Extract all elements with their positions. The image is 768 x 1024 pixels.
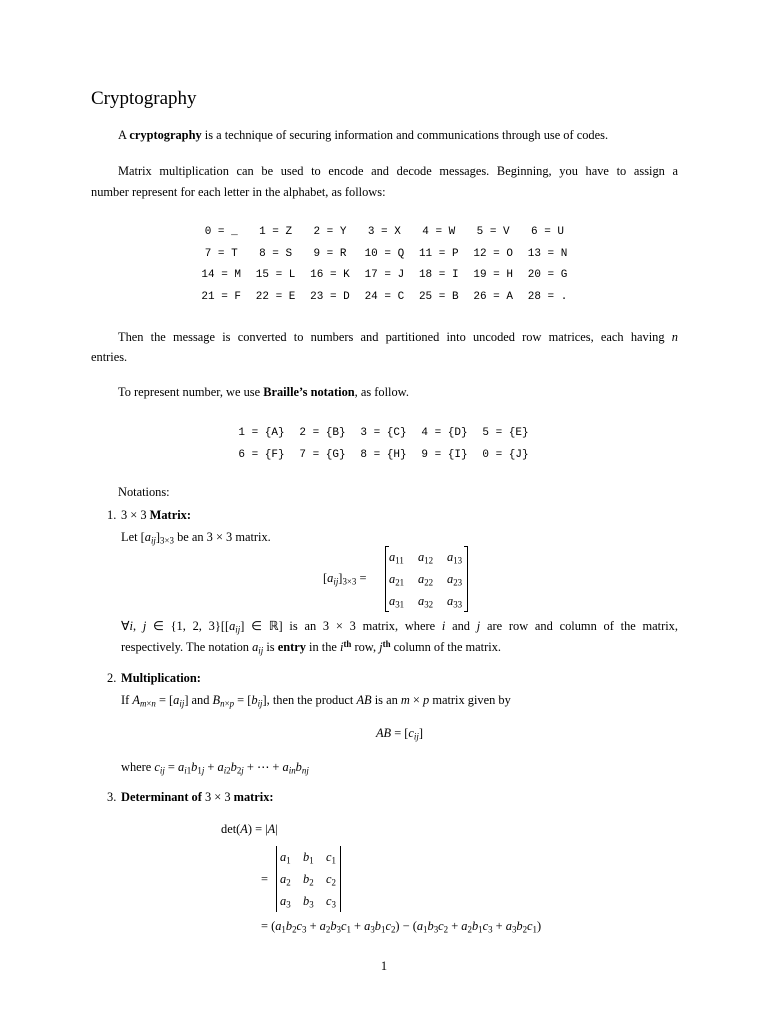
text-run: 3 × 3 — [201, 790, 234, 804]
math-token: b — [251, 693, 258, 707]
determinant-entry — [303, 868, 326, 890]
letter-code-cell: 6 = U — [531, 226, 565, 238]
math-token: AB — [375, 726, 392, 740]
letter-table-row — [194, 287, 575, 309]
text-run: Determinant of — [121, 790, 202, 804]
matrix-entry — [447, 568, 466, 590]
math-token: × — [146, 698, 152, 709]
text-run: Multiplication: — [121, 671, 201, 685]
text-run: | — [275, 822, 278, 836]
matrix-definition-line — [121, 529, 271, 545]
math-token: A — [267, 822, 276, 836]
letter-table-row — [194, 244, 575, 266]
math-token: 3 — [336, 924, 341, 935]
math-token: ij — [235, 624, 241, 635]
math-token: c — [385, 919, 391, 933]
math-token: a — [416, 919, 424, 933]
determinant-3x3 — [276, 846, 341, 912]
text-run: matrix given by — [429, 693, 511, 707]
math-token: a — [280, 894, 287, 908]
text-run: Then the message is converted to numbers and partitioned into uncoded row matrices, each having — [118, 330, 672, 344]
math-token: 2 — [236, 765, 242, 776]
letter-code-cell: 12 = O — [473, 247, 513, 260]
math-token: B — [212, 693, 221, 707]
math-token: a — [389, 572, 396, 586]
braille-code-cell: 0 = {J} — [482, 449, 529, 461]
determinant-entry — [280, 846, 303, 868]
letter-code-cell: 24 = C — [364, 291, 405, 304]
math-token: a — [229, 619, 236, 633]
math-token: × — [224, 698, 230, 709]
text-run: = [ — [234, 693, 252, 707]
determinant-row — [280, 890, 340, 912]
text-run: = — [164, 760, 179, 774]
letter-code-cell: 28 = . — [527, 291, 568, 304]
braille-code-cell: 3 = {C} — [360, 427, 407, 439]
math-token: j — [201, 765, 205, 776]
math-token: 2 — [226, 765, 231, 776]
math-token: b — [285, 919, 293, 933]
partition-paragraph-line — [118, 329, 678, 345]
letter-code-cell: 7 = T — [204, 247, 238, 260]
math-token: i — [441, 619, 446, 633]
text-run: , as follow. — [354, 385, 409, 399]
math-token: 1 — [286, 855, 291, 866]
math-token: 13 — [453, 555, 463, 566]
math-token: 3 — [370, 924, 375, 935]
math-token: 1 — [423, 924, 428, 935]
math-token: a — [447, 572, 454, 586]
math-token: 12 — [424, 555, 434, 566]
math-token: m — [400, 693, 410, 707]
math-token: 22 — [424, 577, 434, 588]
letter-number-table — [194, 222, 575, 309]
intro-paragraph — [118, 127, 608, 143]
math-token: a — [418, 550, 425, 564]
text-run: ∀ — [121, 619, 130, 633]
braille-notation-table — [231, 422, 536, 466]
list-item-number: 2. — [107, 671, 117, 685]
text-run: + ⋯ + — [243, 760, 283, 774]
math-token: a — [389, 550, 396, 564]
math-token: 33 — [453, 599, 463, 610]
text-run: where — [121, 760, 155, 774]
matrix-entry — [389, 590, 418, 612]
text-run: number represent for each letter in the alphabet, as follows: — [91, 185, 386, 199]
math-token: i — [340, 640, 344, 654]
text-run: be an 3 × 3 matrix. — [173, 530, 271, 544]
braille-code-cell: 5 = {E} — [482, 427, 529, 439]
braille-code-cell: 1 = {A} — [238, 427, 285, 439]
letter-code-cell: 5 = V — [476, 226, 510, 238]
text-run: , — [132, 619, 143, 633]
matrix-entry — [447, 546, 466, 568]
letter-code-cell: 26 = A — [473, 291, 513, 304]
letter-code-cell: 21 = F — [201, 291, 241, 304]
matrix-row — [389, 546, 466, 568]
list-item-heading — [121, 507, 191, 523]
braille-code-cell: 8 = {H} — [360, 449, 407, 461]
math-token: 21 — [395, 577, 405, 588]
math-token: a — [364, 919, 371, 933]
math-token: 3 — [433, 924, 439, 935]
determinant-row — [280, 846, 340, 868]
math-token: ij — [258, 645, 264, 656]
page-number: 1 — [380, 959, 388, 973]
braille-code-cell: 4 = {D} — [421, 427, 468, 439]
letter-code-cell: 1 = Z — [259, 226, 293, 238]
text-run: ], then the product — [262, 693, 357, 707]
math-token: i — [129, 619, 133, 633]
determinant-definition — [221, 821, 278, 837]
text-run: matrix: — [233, 790, 274, 804]
text-run: + — [306, 919, 320, 933]
math-token: a — [275, 919, 282, 933]
text-run: are row and column of the matrix, — [480, 619, 678, 633]
math-token: j — [476, 619, 481, 633]
math-token: a — [280, 850, 287, 864]
math-token: 2 — [325, 924, 331, 935]
matrix-entry — [418, 568, 447, 590]
text-run: ] and — [184, 693, 213, 707]
list-item-heading — [121, 670, 201, 686]
product-display-equation — [121, 725, 678, 741]
math-token: c — [154, 760, 160, 774]
math-token: j — [142, 619, 147, 633]
math-token: b — [374, 919, 381, 933]
math-token: a — [389, 594, 396, 608]
notations-label: Notations: — [118, 485, 170, 499]
math-token: j — [241, 765, 244, 776]
math-token: 2 — [286, 877, 291, 888]
math-token: a — [282, 760, 289, 774]
math-token: 2 — [309, 877, 314, 888]
math-token: 2 — [331, 877, 336, 888]
text-run: ] — [155, 530, 161, 544]
encode-paragraph-line — [118, 163, 678, 179]
math-token: b — [303, 894, 310, 908]
letter-code-cell: 13 = N — [527, 247, 568, 260]
math-token: 1 — [309, 855, 314, 866]
letter-code-cell: 23 = D — [310, 291, 350, 304]
text-run: and — [445, 619, 477, 633]
math-token: c — [296, 919, 303, 933]
math-token: ij — [257, 698, 263, 709]
determinant-entry — [280, 890, 303, 912]
math-token: c — [438, 919, 444, 933]
math-token: a — [178, 760, 185, 774]
math-token: p — [423, 693, 430, 707]
text-run: = [ — [155, 693, 174, 707]
text-run: row, — [351, 640, 380, 654]
math-token: b — [295, 760, 302, 774]
math-token: a — [418, 594, 425, 608]
determinant-expansion — [261, 918, 541, 934]
letter-code-cell: 14 = M — [201, 269, 241, 282]
text-run: + — [350, 919, 365, 933]
math-token: c — [326, 872, 332, 886]
math-token: ij — [150, 535, 156, 546]
text-run: entries. — [91, 350, 128, 364]
text-run: 3 × 3 — [121, 508, 150, 522]
math-token: 3 — [286, 899, 291, 910]
braille-code-cell: 9 = {I} — [421, 449, 468, 461]
determinant-entry — [326, 890, 340, 912]
letter-code-cell: 20 = G — [527, 269, 568, 282]
letter-code-cell: 2 = Y — [313, 226, 347, 238]
text-run: × — [409, 693, 424, 707]
matrix-row — [389, 568, 466, 590]
math-token: a — [418, 572, 425, 586]
letter-code-cell: 9 = R — [313, 247, 347, 260]
math-token: 1 — [281, 924, 286, 935]
math-token: a — [447, 594, 454, 608]
matrix-entry — [447, 590, 466, 612]
letter-table-row — [194, 265, 575, 287]
math-token: 3 — [309, 899, 314, 910]
math-token: 11 — [395, 555, 404, 566]
math-token: c — [340, 919, 347, 933]
math-token: 31 — [395, 599, 405, 610]
letter-code-cell: 16 = K — [310, 269, 350, 282]
equals-sign: = — [261, 872, 268, 886]
math-token: ij — [159, 765, 165, 776]
braille-code-cell: 7 = {G} — [299, 449, 346, 461]
text-run: column of the matrix. — [390, 640, 501, 654]
partition-paragraph-line — [91, 349, 127, 365]
multiplication-definition-line — [121, 692, 511, 708]
math-token: 1 — [186, 765, 192, 776]
text-run: is an — [371, 693, 401, 707]
matrix-entry — [418, 546, 447, 568]
math-token: 1 — [331, 855, 336, 866]
math-token: 2 — [522, 924, 528, 935]
text-run: = — [356, 571, 367, 585]
text-run: Matrix multiplication can be used to encode and decode messages. Beginning, you have to assign a — [118, 164, 678, 178]
math-token: a — [217, 760, 224, 774]
list-item-number: 1. — [107, 508, 117, 522]
letter-code-cell: 25 = B — [418, 291, 459, 304]
braille-intro-paragraph — [118, 384, 409, 400]
math-token: 2 — [390, 924, 396, 935]
math-token: a — [447, 550, 454, 564]
math-token: ij — [179, 698, 185, 709]
braille-code-cell: 6 = {F} — [238, 449, 285, 461]
matrix-entry — [389, 546, 418, 568]
matrix-explanation-line — [121, 639, 501, 655]
matrix-entry — [418, 590, 447, 612]
text-run: in the — [305, 640, 341, 654]
math-token: in — [288, 765, 296, 776]
text-run: ) − ( — [395, 919, 417, 933]
text-run: is — [263, 640, 278, 654]
text-run: ∈ {1, 2, 3}[[ — [146, 619, 230, 633]
text-run: [ — [323, 571, 328, 585]
math-token: 1 — [197, 765, 202, 776]
math-token: c — [408, 726, 414, 740]
math-token: 3×3 — [160, 535, 174, 546]
text-run: respectively. The notation — [121, 640, 253, 654]
text-run: Let [ — [121, 530, 145, 544]
matrix-entry — [389, 568, 418, 590]
math-token: A — [132, 693, 140, 707]
braille-table-row — [231, 422, 536, 444]
math-token: a — [144, 530, 151, 544]
math-token: b — [427, 919, 434, 933]
math-token: a — [461, 919, 468, 933]
math-token: th — [382, 638, 391, 649]
math-token: i — [184, 765, 187, 776]
determinant-entry — [303, 890, 326, 912]
letter-code-cell: 15 = L — [255, 269, 296, 282]
determinant-entry — [280, 868, 303, 890]
math-token: a — [280, 872, 287, 886]
math-token: th — [343, 638, 352, 649]
letter-code-cell: 11 = P — [418, 247, 459, 260]
list-item-number: 3. — [107, 790, 117, 804]
math-token: c — [482, 919, 489, 933]
math-token: p — [229, 698, 235, 709]
letter-code-cell: 0 = _ — [204, 226, 238, 238]
math-token: nj — [301, 765, 309, 776]
math-token: 2 — [292, 924, 297, 935]
math-token: m — [139, 698, 147, 709]
math-token: b — [516, 919, 523, 933]
braille-code-cell: 2 = {B} — [299, 427, 346, 439]
math-token: a — [319, 919, 326, 933]
math-token: A — [240, 822, 248, 836]
letter-code-cell: 22 = E — [255, 291, 296, 304]
text-run: + — [448, 919, 462, 933]
math-token: c — [326, 850, 332, 864]
text-run: Braille’s notation — [263, 385, 355, 399]
determinant-entry — [326, 846, 340, 868]
math-token: c — [326, 894, 332, 908]
text-run: ] — [418, 726, 424, 740]
text-run: ] — [338, 571, 343, 585]
math-token: 2 — [467, 924, 472, 935]
letter-code-cell: 10 = Q — [364, 247, 405, 260]
math-token: b — [230, 760, 237, 774]
text-run: cryptography — [129, 128, 202, 142]
letter-code-cell: 18 = I — [418, 269, 459, 282]
text-run: If — [121, 693, 133, 707]
math-token: 3×3 — [342, 576, 357, 587]
list-item-heading — [121, 789, 274, 805]
text-run: A — [118, 128, 130, 142]
letter-code-cell: 4 = W — [422, 226, 456, 238]
determinant-row — [280, 868, 340, 890]
math-token: 32 — [424, 599, 434, 610]
math-token: n — [220, 698, 225, 709]
math-token: 1 — [532, 924, 537, 935]
letter-code-cell: 3 = X — [367, 226, 401, 238]
text-run: ] ∈ ℝ] is an 3 × 3 matrix, where — [240, 619, 442, 633]
math-token: a — [173, 693, 180, 707]
braille-table-row — [231, 444, 536, 466]
text-run: det( — [221, 822, 241, 836]
text-run: + — [204, 760, 218, 774]
math-token: 1 — [478, 924, 483, 935]
math-token: 2 — [443, 924, 449, 935]
letter-table-row — [194, 222, 575, 244]
page-title: Cryptography — [91, 88, 197, 109]
text-run: = [ — [391, 726, 409, 740]
bracket-matrix-3x3 — [385, 546, 468, 612]
math-token: n — [151, 698, 156, 709]
math-token: i — [223, 765, 227, 776]
letter-code-cell: 19 = H — [473, 269, 513, 282]
math-token: a — [505, 919, 512, 933]
math-token: b — [303, 850, 310, 864]
text-run: entry — [277, 640, 306, 654]
letter-code-cell: 17 = J — [364, 269, 405, 282]
math-token: b — [303, 872, 310, 886]
math-token: j — [379, 640, 383, 654]
text-run: + — [492, 919, 506, 933]
text-run: ) = | — [247, 822, 268, 836]
math-token: a — [252, 640, 259, 654]
text-run: Matrix: — [149, 508, 191, 522]
math-token: 3 — [488, 924, 493, 935]
math-token: ij — [413, 731, 419, 742]
math-token: 23 — [453, 577, 463, 588]
math-token: AB — [356, 693, 372, 707]
math-token: 1 — [380, 924, 386, 935]
math-token: a — [327, 571, 334, 585]
product-entry-formula — [121, 759, 309, 775]
math-token: b — [191, 760, 198, 774]
math-token: 3 — [511, 924, 517, 935]
text-run: is a technique of securing information and communications through use of codes. — [201, 128, 609, 142]
encode-paragraph-line — [91, 184, 386, 200]
math-token: 3 — [302, 924, 307, 935]
text-run: ) — [537, 919, 542, 933]
math-token: 3 — [331, 899, 336, 910]
math-token: 1 — [346, 924, 351, 935]
math-token: c — [527, 919, 533, 933]
determinant-entry — [326, 868, 340, 890]
text-run: To represent number, we use — [118, 385, 264, 399]
math-token: b — [330, 919, 337, 933]
math-token: n — [671, 330, 678, 344]
matrix-row — [389, 590, 466, 612]
math-token: ij — [333, 576, 339, 587]
letter-code-cell: 8 = S — [259, 247, 293, 260]
matrix-explanation-line — [121, 618, 678, 634]
text-run: = ( — [261, 919, 276, 933]
matrix-display-lhs — [323, 570, 366, 586]
determinant-entry — [303, 846, 326, 868]
math-token: b — [471, 919, 479, 933]
